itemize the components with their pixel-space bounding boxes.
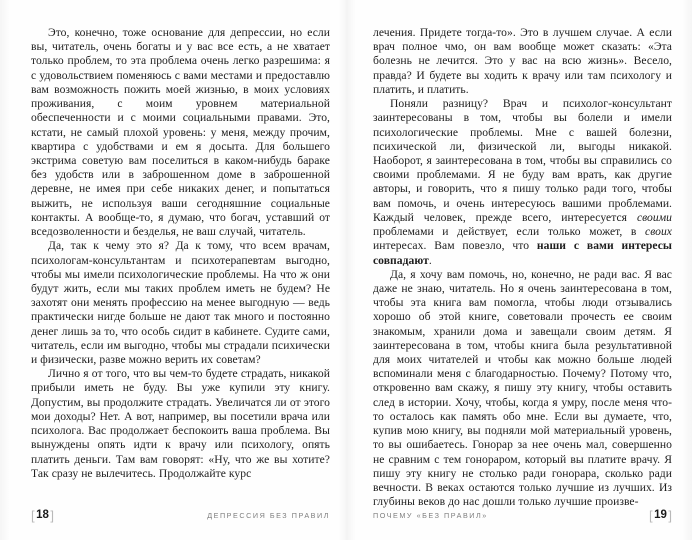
paragraph: Лично я от того, что вы чем-то будете страдать, никакой прибыли иметь не буду. Вы уже купили эту книгу. Допустим, вы продолжите страдать. Увеличатся ли от этого мои доходы? Нет. А вот, например, вы посетили врача или психолога. Вас продолжает беспокоить ваша проблема. Вы вынуждены опять идти к врачу или психологу, опять платить деньги. Там вам говорят: «Ну, что же вы хотите? Так сразу не вылечитесь. Продолжайте курс	[31, 367, 330, 480]
text-column-left	[31, 26, 330, 480]
folio-bracket-left-icon: [	[31, 508, 35, 523]
text-run: Поняли разницу? Врач и психолог-консультант заинтересованы в том, чтобы вы болели и имели психологические проблемы. Мне с вашей болезни, психической ли, физической ли, выгоды никакой. Наоборот, я заинтересована в том, чтобы вы справились со своими проблемами. Я не буду вам врать, как другие авторы, и говорить, что я пишу только ради того, чтобы вам помочь, и очень интересуюсь вашими проблемами. Каждый человек, прежде всего, интересуется	[373, 97, 672, 224]
paragraph-mixed-style	[373, 97, 672, 268]
folio-right	[649, 509, 672, 522]
bold-phrase: наши с вами интересы совпадают	[373, 239, 673, 267]
emphasized-word: своими	[636, 210, 672, 224]
paragraph: Да, я хочу вам помочь, но, конечно, не ради вас. Я вас даже не знаю, читатель. Но я очень заинтересована в том, чтобы эта книга вам помогла, чтобы люди отзывались хорошо об этой книге, советовали прочесть ее своим знакомым, хранили дома и завещали своим детям. Я заинтересована в том, чтобы книга была результативной для моих читателей и чтобы как можно больше людей вспоминали меня с благодарностью. Почему? Потому что, откровенно вам скажу, я пишу эту книгу, чтобы оставить след в истории. Хочу, чтобы, когда я умру, после меня что-то осталось как память обо мне. Если вы думаете, что, купив мою книгу, вы подняли мой материальный уровень, то вы ошибаетесь. Гонорар за нее очень мал, совершенно не сравним с тем гонораром, который вы платите врачу. Я пишу эту книгу не столько ради гонорара, сколько ради вечности. В веках остаются только лучшие из лучших. Из глубины веков до нас дошли только лучшие произве-	[373, 267, 672, 509]
emphasized-word: своих	[645, 225, 672, 239]
page-footer-left	[0, 503, 346, 523]
folio-bracket-right-icon: ]	[50, 508, 55, 523]
page-number: 18	[36, 508, 49, 521]
running-head-left: ДЕПРЕССИЯ БЕЗ ПРАВИЛ	[207, 510, 330, 520]
folio-bracket-left-icon: [	[648, 508, 653, 523]
text-run: интересах. Вам повезло, что	[373, 239, 537, 253]
paragraph: лечения. Придете тогда-то». Это в лучшем случае. А если врач полное чмо, он вам вообще может сказать: «Эта болезнь не лечится. Это у вас на всю жизнь». Весело, правда? И будете вы ходить к врачу или там психологу и платить, и платить.	[373, 26, 672, 96]
paragraph: Это, конечно, тоже основание для депрессии, но если вы, читатель, очень богаты и у вас все есть, а не хватает только проблем, то эта проблема очень легко разрешима: я с удовольствием поменяюсь с вами местами и предоставлю вам возможность пожить моей жизнью, в моих условиях проживания, с моим уровнем материальной обеспеченности и с моими социальными правами. Это, кстати, не самый плохой уровень: у меня, между прочим, квартира с удобствами и ем я досыта. Для большего экстрима советую вам поселиться в каком-нибудь бараке без удобств или в заброшенном доме в заброшенной деревне, не имея при себе никаких денег, и попытаться выжить, не используя ваши сегодняшние социальные контакты. А вообще-то, я думаю, что богач, уставший от вседозволенности и безделья, не ваш случай, читатель.	[31, 26, 330, 239]
text-column-right	[373, 26, 673, 509]
page-right	[346, 0, 692, 540]
page-footer-right	[346, 503, 692, 523]
folio-bracket-right-icon: ]	[668, 508, 672, 523]
paragraph: Да, так к чему это я? Да к тому, что всем врачам, психологам-консультантам и психотерапевтам выгодно, чтобы мы имели психологические проблемы. На что ж они будут жить, если мы таких проблем иметь не будем? Не захотят они менять профессию на менее выгодную — ведь практически нигде больше не дают так много и постоянно денег лишь за то, что особь сидит в кабинете. Судите сами, читатель, если им выгодно, чтобы мы страдали психически и физически, разве можно верить их советам?	[31, 239, 330, 367]
folio-left	[31, 509, 54, 522]
page-number: 19	[654, 508, 667, 521]
text-run: .	[428, 253, 432, 267]
running-head-right: ПОЧЕМУ «БЕЗ ПРАВИЛ»	[373, 510, 488, 520]
text-run: проблемами и действует, если только может, в	[373, 225, 646, 239]
